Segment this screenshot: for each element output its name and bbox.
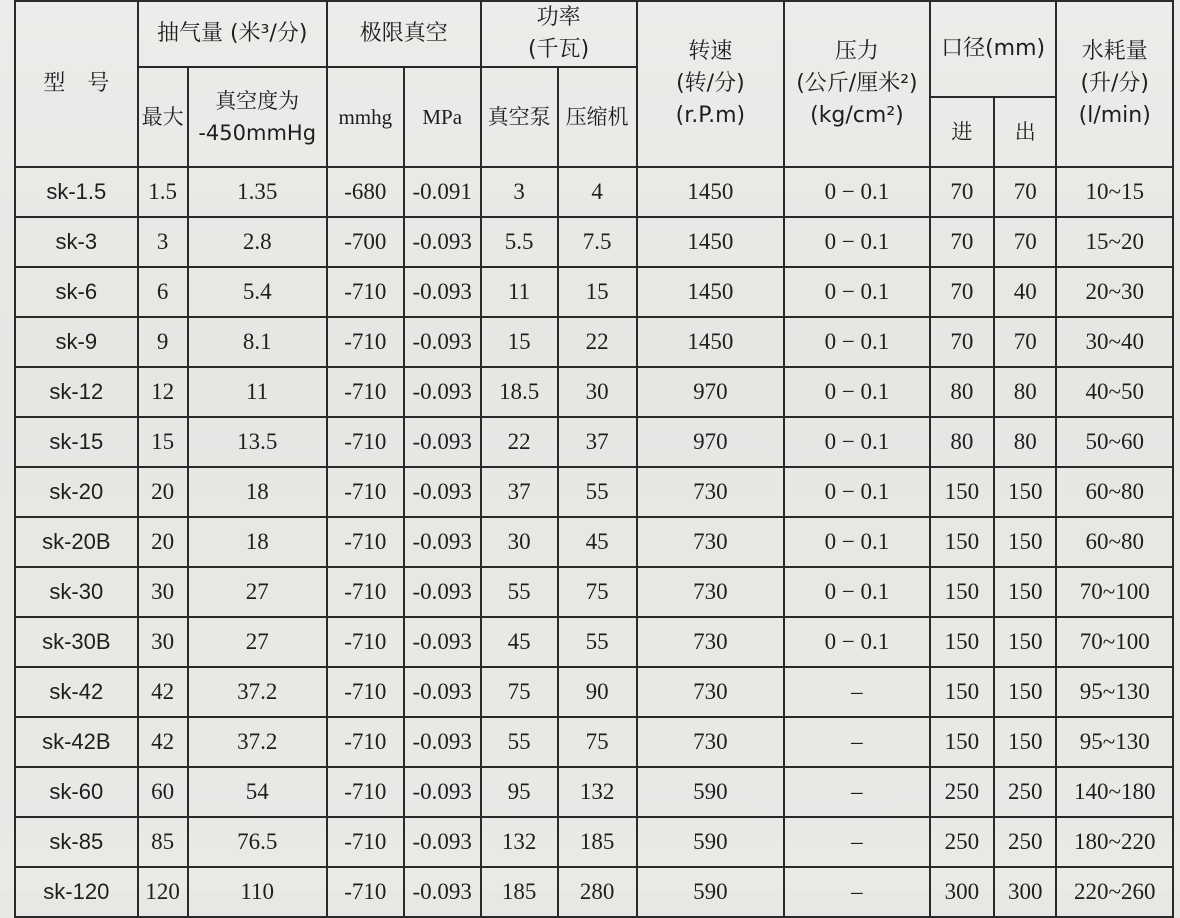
diameter-in-cell: 250	[930, 817, 994, 867]
limit-mpa-cell: -0.093	[404, 317, 481, 367]
header-pressure-line1: 压力	[834, 39, 879, 64]
header-airflow-vac-line1: 真空度为	[215, 89, 300, 113]
pressure-cell: 0 − 0.1	[784, 367, 930, 417]
pressure-cell: 0 − 0.1	[784, 567, 930, 617]
limit-mpa-cell: -0.093	[404, 267, 481, 317]
limit-mmhg-cell: -710	[327, 517, 404, 567]
power-compressor-cell: 90	[558, 667, 637, 717]
table-row	[15, 317, 1173, 367]
power-pump-cell: 45	[481, 617, 558, 667]
airflow-max-cell: 6	[138, 267, 188, 317]
pressure-cell: 0 − 0.1	[784, 167, 930, 217]
airflow-vac-cell: 27	[188, 617, 327, 667]
water-cell: 30~40	[1056, 317, 1173, 367]
airflow-vac-cell: 18	[188, 517, 327, 567]
pressure-cell: –	[784, 717, 930, 767]
header-model: 型 号	[15, 1, 138, 167]
pressure-cell: 0 − 0.1	[784, 217, 930, 267]
power-pump-cell: 22	[481, 417, 558, 467]
limit-mmhg-cell: -710	[327, 667, 404, 717]
water-cell: 60~80	[1056, 517, 1173, 567]
diameter-in-cell: 150	[930, 467, 994, 517]
airflow-vac-cell: 27	[188, 567, 327, 617]
table-row	[15, 867, 1173, 917]
airflow-max-cell: 15	[138, 417, 188, 467]
limit-mmhg-cell: -710	[327, 567, 404, 617]
pressure-cell: –	[784, 667, 930, 717]
diameter-in-cell: 150	[930, 617, 994, 667]
water-cell: 70~100	[1056, 617, 1173, 667]
diameter-out-cell: 150	[994, 717, 1056, 767]
header-water-line3: (l/min)	[1078, 103, 1151, 128]
water-cell: 20~30	[1056, 267, 1173, 317]
airflow-max-cell: 120	[138, 867, 188, 917]
diameter-in-cell: 250	[930, 767, 994, 817]
header-limit-vacuum: 极限真空	[327, 1, 481, 67]
power-compressor-cell: 55	[558, 467, 637, 517]
diameter-in-cell: 80	[930, 417, 994, 467]
airflow-max-cell: 12	[138, 367, 188, 417]
diameter-in-cell: 150	[930, 517, 994, 567]
limit-mpa-cell: -0.093	[404, 667, 481, 717]
model-cell: sk-20B	[15, 517, 138, 567]
airflow-vac-cell: 76.5	[188, 817, 327, 867]
table-row	[15, 767, 1173, 817]
limit-mmhg-cell: -710	[327, 717, 404, 767]
airflow-max-cell: 20	[138, 517, 188, 567]
limit-mpa-cell: -0.091	[404, 167, 481, 217]
power-compressor-cell: 37	[558, 417, 637, 467]
model-cell: sk-9	[15, 317, 138, 367]
pressure-cell: –	[784, 817, 930, 867]
power-compressor-cell: 4	[558, 167, 637, 217]
table-row	[15, 517, 1173, 567]
power-compressor-cell: 280	[558, 867, 637, 917]
power-compressor-cell: 185	[558, 817, 637, 867]
header-pressure-line3: (kg/cm²)	[810, 103, 904, 128]
diameter-out-cell: 150	[994, 517, 1056, 567]
airflow-vac-cell: 2.8	[188, 217, 327, 267]
header-diameter-out: 出	[994, 97, 1056, 167]
limit-mmhg-cell: -710	[327, 367, 404, 417]
airflow-max-cell: 9	[138, 317, 188, 367]
table-row	[15, 267, 1173, 317]
power-pump-cell: 185	[481, 867, 558, 917]
header-speed-line3: (r.P.m)	[675, 103, 746, 128]
header-power	[481, 1, 637, 67]
diameter-in-cell: 70	[930, 317, 994, 367]
speed-cell: 1450	[637, 217, 785, 267]
airflow-max-cell: 60	[138, 767, 188, 817]
pressure-cell: –	[784, 767, 930, 817]
header-water	[1056, 1, 1173, 167]
diameter-out-cell: 70	[994, 317, 1056, 367]
table-row	[15, 567, 1173, 617]
pressure-cell: 0 − 0.1	[784, 317, 930, 367]
power-pump-cell: 5.5	[481, 217, 558, 267]
model-cell: sk-12	[15, 367, 138, 417]
airflow-vac-cell: 1.35	[188, 167, 327, 217]
table-row	[15, 467, 1173, 517]
airflow-max-cell: 30	[138, 617, 188, 667]
airflow-vac-cell: 5.4	[188, 267, 327, 317]
power-compressor-cell: 22	[558, 317, 637, 367]
power-compressor-cell: 15	[558, 267, 637, 317]
limit-mmhg-cell: -710	[327, 767, 404, 817]
model-cell: sk-30	[15, 567, 138, 617]
model-cell: sk-120	[15, 867, 138, 917]
airflow-vac-cell: 37.2	[188, 717, 327, 767]
header-speed	[637, 1, 785, 167]
header-power-line1: 功率	[536, 5, 581, 30]
airflow-max-cell: 20	[138, 467, 188, 517]
power-pump-cell: 15	[481, 317, 558, 367]
power-compressor-cell: 7.5	[558, 217, 637, 267]
table-body	[15, 167, 1173, 917]
header-power-line2: (千瓦)	[528, 37, 590, 62]
power-pump-cell: 30	[481, 517, 558, 567]
airflow-max-cell: 3	[138, 217, 188, 267]
pressure-cell: 0 − 0.1	[784, 617, 930, 667]
water-cell: 10~15	[1056, 167, 1173, 217]
diameter-out-cell: 250	[994, 767, 1056, 817]
diameter-in-cell: 70	[930, 167, 994, 217]
diameter-out-cell: 70	[994, 167, 1056, 217]
limit-mmhg-cell: -710	[327, 617, 404, 667]
diameter-out-cell: 300	[994, 867, 1056, 917]
power-pump-cell: 75	[481, 667, 558, 717]
diameter-in-cell: 80	[930, 367, 994, 417]
power-pump-cell: 95	[481, 767, 558, 817]
water-cell: 95~130	[1056, 717, 1173, 767]
airflow-vac-cell: 110	[188, 867, 327, 917]
speed-cell: 1450	[637, 317, 785, 367]
diameter-out-cell: 150	[994, 617, 1056, 667]
diameter-out-cell: 80	[994, 417, 1056, 467]
diameter-out-cell: 80	[994, 367, 1056, 417]
water-cell: 15~20	[1056, 217, 1173, 267]
limit-mmhg-cell: -710	[327, 317, 404, 367]
model-cell: sk-20	[15, 467, 138, 517]
limit-mpa-cell: -0.093	[404, 767, 481, 817]
speed-cell: 730	[637, 567, 785, 617]
airflow-vac-cell: 37.2	[188, 667, 327, 717]
diameter-in-cell: 70	[930, 217, 994, 267]
speed-cell: 590	[637, 867, 785, 917]
model-cell: sk-42B	[15, 717, 138, 767]
model-cell: sk-6	[15, 267, 138, 317]
limit-mmhg-cell: -710	[327, 417, 404, 467]
header-power-compressor: 压缩机	[558, 67, 637, 167]
pressure-cell: –	[784, 867, 930, 917]
limit-mpa-cell: -0.093	[404, 567, 481, 617]
speed-cell: 730	[637, 517, 785, 567]
speed-cell: 730	[637, 617, 785, 667]
limit-mpa-cell: -0.093	[404, 467, 481, 517]
limit-mpa-cell: -0.093	[404, 417, 481, 467]
diameter-out-cell: 70	[994, 217, 1056, 267]
airflow-max-cell: 1.5	[138, 167, 188, 217]
power-compressor-cell: 75	[558, 567, 637, 617]
header-speed-line1: 转速	[688, 39, 733, 64]
airflow-vac-cell: 8.1	[188, 317, 327, 367]
header-diameter: 口径(mm)	[930, 1, 1057, 97]
speed-cell: 970	[637, 417, 785, 467]
airflow-max-cell: 42	[138, 717, 188, 767]
table-row	[15, 667, 1173, 717]
header-power-pump: 真空泵	[481, 67, 558, 167]
airflow-vac-cell: 54	[188, 767, 327, 817]
diameter-in-cell: 70	[930, 267, 994, 317]
diameter-out-cell: 40	[994, 267, 1056, 317]
pressure-cell: 0 − 0.1	[784, 267, 930, 317]
model-cell: sk-15	[15, 417, 138, 467]
diameter-in-cell: 150	[930, 717, 994, 767]
diameter-out-cell: 250	[994, 817, 1056, 867]
limit-mmhg-cell: -710	[327, 867, 404, 917]
header-speed-line2: (转/分)	[676, 71, 745, 96]
water-cell: 70~100	[1056, 567, 1173, 617]
model-cell: sk-3	[15, 217, 138, 267]
limit-mpa-cell: -0.093	[404, 217, 481, 267]
diameter-out-cell: 150	[994, 667, 1056, 717]
power-pump-cell: 18.5	[481, 367, 558, 417]
pressure-cell: 0 − 0.1	[784, 417, 930, 467]
limit-mpa-cell: -0.093	[404, 717, 481, 767]
model-cell: sk-42	[15, 667, 138, 717]
limit-mmhg-cell: -680	[327, 167, 404, 217]
model-cell: sk-60	[15, 767, 138, 817]
airflow-vac-cell: 11	[188, 367, 327, 417]
model-cell: sk-1.5	[15, 167, 138, 217]
table-row	[15, 817, 1173, 867]
limit-mpa-cell: -0.093	[404, 517, 481, 567]
power-compressor-cell: 55	[558, 617, 637, 667]
airflow-vac-cell: 13.5	[188, 417, 327, 467]
water-cell: 140~180	[1056, 767, 1173, 817]
water-cell: 180~220	[1056, 817, 1173, 867]
limit-mmhg-cell: -710	[327, 267, 404, 317]
header-airflow-vac	[188, 67, 327, 167]
airflow-max-cell: 42	[138, 667, 188, 717]
speed-cell: 970	[637, 367, 785, 417]
speed-cell: 730	[637, 717, 785, 767]
table-row	[15, 617, 1173, 667]
table-row	[15, 167, 1173, 217]
table-row	[15, 717, 1173, 767]
power-compressor-cell: 45	[558, 517, 637, 567]
model-cell: sk-30B	[15, 617, 138, 667]
pressure-cell: 0 − 0.1	[784, 467, 930, 517]
limit-mpa-cell: -0.093	[404, 867, 481, 917]
header-diameter-in: 进	[930, 97, 994, 167]
limit-mmhg-cell: -710	[327, 467, 404, 517]
water-cell: 40~50	[1056, 367, 1173, 417]
table-row	[15, 217, 1173, 267]
speed-cell: 1450	[637, 267, 785, 317]
speed-cell: 590	[637, 817, 785, 867]
water-cell: 60~80	[1056, 467, 1173, 517]
table-row	[15, 367, 1173, 417]
model-cell: sk-85	[15, 817, 138, 867]
header-water-line2: (升/分)	[1080, 71, 1150, 96]
speed-cell: 1450	[637, 167, 785, 217]
airflow-max-cell: 30	[138, 567, 188, 617]
power-pump-cell: 55	[481, 717, 558, 767]
pump-spec-table	[14, 0, 1174, 918]
header-limit-mpa: MPa	[404, 67, 481, 167]
airflow-vac-cell: 18	[188, 467, 327, 517]
power-pump-cell: 55	[481, 567, 558, 617]
power-pump-cell: 11	[481, 267, 558, 317]
diameter-in-cell: 150	[930, 667, 994, 717]
diameter-in-cell: 300	[930, 867, 994, 917]
water-cell: 95~130	[1056, 667, 1173, 717]
water-cell: 220~260	[1056, 867, 1173, 917]
table-row	[15, 417, 1173, 467]
speed-cell: 730	[637, 467, 785, 517]
pressure-cell: 0 − 0.1	[784, 517, 930, 567]
header-water-line1: 水耗量	[1081, 39, 1148, 64]
power-compressor-cell: 75	[558, 717, 637, 767]
speed-cell: 730	[637, 667, 785, 717]
airflow-max-cell: 85	[138, 817, 188, 867]
limit-mpa-cell: -0.093	[404, 367, 481, 417]
power-pump-cell: 132	[481, 817, 558, 867]
header-pressure	[784, 1, 930, 167]
power-compressor-cell: 132	[558, 767, 637, 817]
header-airflow-max: 最大	[138, 67, 188, 167]
header-airflow-vac-line2: -450mmHg	[198, 121, 317, 145]
power-compressor-cell: 30	[558, 367, 637, 417]
limit-mpa-cell: -0.093	[404, 617, 481, 667]
limit-mpa-cell: -0.093	[404, 817, 481, 867]
speed-cell: 590	[637, 767, 785, 817]
power-pump-cell: 37	[481, 467, 558, 517]
diameter-out-cell: 150	[994, 567, 1056, 617]
diameter-in-cell: 150	[930, 567, 994, 617]
limit-mmhg-cell: -700	[327, 217, 404, 267]
diameter-out-cell: 150	[994, 467, 1056, 517]
header-pressure-line2: (公斤/厘米²)	[796, 71, 918, 96]
power-pump-cell: 3	[481, 167, 558, 217]
header-limit-mmhg: mmhg	[327, 67, 404, 167]
water-cell: 50~60	[1056, 417, 1173, 467]
header-airflow: 抽气量 (米³/分)	[138, 1, 327, 67]
limit-mmhg-cell: -710	[327, 817, 404, 867]
